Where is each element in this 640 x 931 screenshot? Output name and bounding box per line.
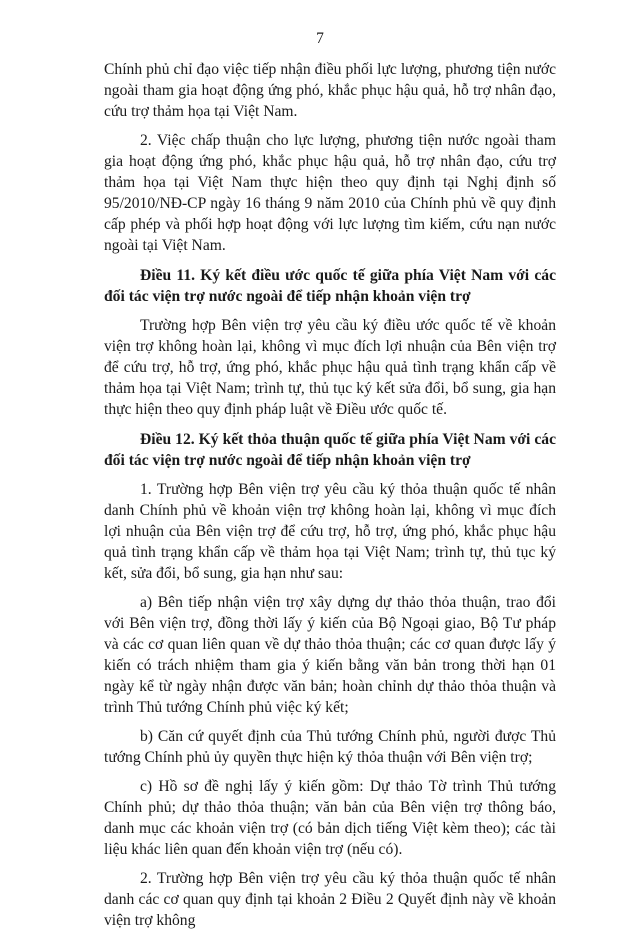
article-12-point-a: a) Bên tiếp nhận viện trợ xây dựng dự thảo thỏa thuận, trao đổi với Bên viện trợ, đồng thời lấy ý kiến của Bộ Ngoại giao, Bộ Tư pháp và các cơ quan liên quan về dự thảo thỏa thuận; các cơ quan được lấy ý kiến có trách nhiệm tham gia ý kiến bằng văn bản trong thời hạn 01 ngày kể từ ngày nhận được văn bản; hoàn chỉnh dự thảo thỏa thuận và trình Thủ tướng Chính phủ việc ký kết; [104, 594, 556, 716]
article-12-clause-1: 1. Trường hợp Bên viện trợ yêu cầu ký thỏa thuận quốc tế nhân danh Chính phủ về khoản viện trợ không hoàn lại, không vì mục đích lợi nhuận của Bên viện trợ để cứu trợ, hỗ trợ, ứng phó, khắc phục hậu quả tình trạng khẩn cấp về thảm họa tại Việt Nam; trình tự, thủ tục ký kết, sửa đổi, bổ sung, gia hạn như sau: [104, 481, 556, 582]
article-11-heading: Điều 11. Ký kết điều ước quốc tế giữa phía Việt Nam với các đối tác viện trợ nước ngoài để tiếp nhận khoản viện trợ [104, 267, 556, 305]
document-body [104, 59, 556, 931]
article-12-heading: Điều 12. Ký kết thỏa thuận quốc tế giữa phía Việt Nam với các đối tác viện trợ nước ngoài để tiếp nhận khoản viện trợ [104, 431, 556, 469]
page-number: 7 [316, 30, 324, 47]
paragraph-clause-2: 2. Việc chấp thuận cho lực lượng, phương tiện nước ngoài tham gia hoạt động ứng phó, khắc phục hậu quả, hỗ trợ nhân đạo, cứu trợ thảm họa tại Việt Nam thực hiện theo quy định tại Nghị định số 95/2010/NĐ-CP ngày 16 tháng 9 năm 2010 của Chính phủ về quy định cấp phép và phối hợp hoạt động với lực lượng tìm kiếm, cứu nạn nước ngoài tại Việt Nam. [104, 132, 556, 254]
article-11-body: Trường hợp Bên viện trợ yêu cầu ký điều ước quốc tế về khoản viện trợ không hoàn lại, không vì mục đích lợi nhuận của Bên viện trợ để cứu trợ, hỗ trợ, ứng phó, khắc phục hậu quả tình trạng khẩn cấp về thảm họa tại Việt Nam; trình tự, thủ tục ký kết sửa đổi, bổ sung, gia hạn thực hiện theo quy định pháp luật về Điều ước quốc tế. [104, 317, 556, 418]
article-12-point-b: b) Căn cứ quyết định của Thủ tướng Chính phủ, người được Thủ tướng Chính phủ ủy quyền thực hiện ký thỏa thuận với Bên viện trợ; [104, 728, 556, 766]
article-12-clause-2: 2. Trường hợp Bên viện trợ yêu cầu ký thỏa thuận quốc tế nhân danh các cơ quan quy định tại khoản 2 Điều 2 Quyết định này về khoản viện trợ không [104, 870, 556, 929]
paragraph-continuation: Chính phủ chỉ đạo việc tiếp nhận điều phối lực lượng, phương tiện nước ngoài tham gia hoạt động ứng phó, khắc phục hậu quả, hỗ trợ nhân đạo, cứu trợ thảm họa tại Việt Nam. [104, 61, 556, 120]
article-12-point-c: c) Hồ sơ đề nghị lấy ý kiến gồm: Dự thảo Tờ trình Thủ tướng Chính phủ; dự thảo thỏa thuận; văn bản của Bên viện trợ thông báo, danh mục các khoản viện trợ (có bản dịch tiếng Việt kèm theo); các tài liệu khác liên quan đến khoản viện trợ (nếu có). [104, 778, 556, 858]
